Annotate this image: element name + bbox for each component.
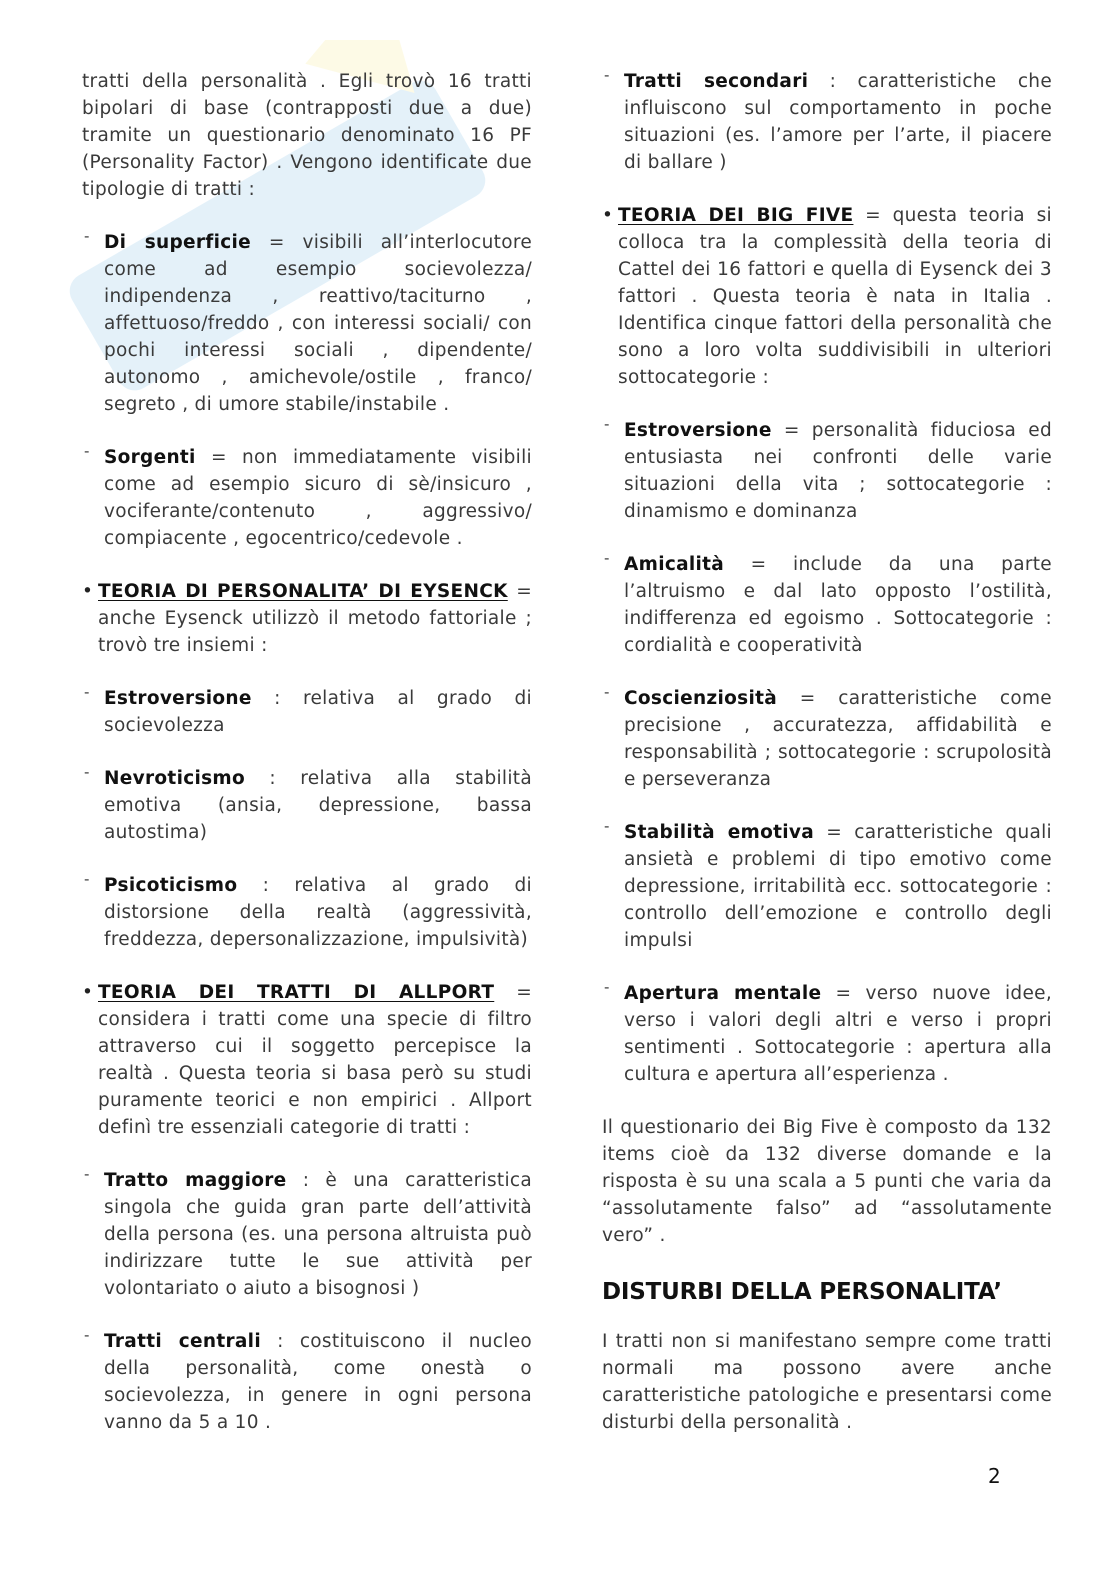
factor-conscientiousness: - Coscienziosità = caratteristiche come precisione , accuratezza, affidabilità e responsabilità ; sottocategorie : scrupolosità e perseveranza [602,685,1052,793]
section-eysenck: • TEORIA DI PERSONALITA’ DI EYSENCK = anche Eysenck utilizzò il metodo fattoriale ; trovò tre insiemi : [82,578,532,659]
trait-surface: - Di superficie = visibili all’interlocutore come ad esempio socievolezza/ indipendenza , reattivo/taciturno , affettuoso/freddo , con interessi sociali/ con pochi interessi sociali , dipendente/ autonomo , amichevole/ostile , franco/ segreto , di umore stabile/instabile . [82,229,532,418]
trait-major: - Tratto maggiore : è una caratteristica singola che guida gran parte dell’attività della persona (es. una persona altruista può indirizzare tutte le sue attività per volontariato o aiuto a bisognosi ) [82,1167,532,1302]
factor-agreeableness: - Amicalità = include da una parte l’altruismo e dal lato opposto l’ostilità, indifferenza ed egoismo . Sottocategorie : cordialità e cooperatività [602,551,1052,659]
trait-psychoticism: - Psicoticismo : relativa al grado di distorsione della realtà (aggressività, freddezza, depersonalizzazione, impulsività) [82,872,532,953]
left-column [82,68,532,1436]
trait-sources: - Sorgenti = non immediatamente visibili come ad esempio sicuro di sè/insicuro , vociferante/contenuto , aggressivo/ compiacente , egocentrico/cedevole . [82,444,532,552]
section-big-five: • TEORIA DEI BIG FIVE = questa teoria si colloca tra la complessità della teoria di Cattel dei 16 fattori e quella di Eysenck dei 3 fattori . Questa teoria è nata in Italia . Identifica cinque fattori della personalità che sono a loro volta suddivisibili in ulteriori sottocategorie : [602,202,1052,391]
term-secondary: Tratti secondari [624,71,809,92]
term-neuroticism: Nevroticismo [104,768,246,789]
right-column [602,68,1052,1436]
section-allport: • TEORIA DEI TRATTI DI ALLPORT = considera i tratti come una specie di filtro attraverso cui il soggetto percepisce la realtà . Questa teoria si basa però su studi puramente teorici e non empirici . Allport definì tre essenziali categorie di tratti : [82,979,532,1141]
trait-extraversion: - Estroversione : relativa al grado di socievolezza [82,685,532,739]
questionnaire-paragraph: Il questionario dei Big Five è composto da 132 items cioè da 132 diverse domande e la risposta è su una scala a 5 punti che varia da “assolutamente falso” ad “assolutamente vero” . [602,1117,1052,1246]
page-number: 2 [988,1464,1001,1488]
intro-paragraph: tratti della personalità . Egli trovò 16 tratti bipolari di base (contrapposti due a due) tramite un questionario denominato 16 PF (Personality Factor) . Vengono identificate due tipologie di tratti : [82,71,532,200]
term-major: Tratto maggiore [104,1170,287,1191]
factor-emotional-stability: - Stabilità emotiva = caratteristiche quali ansietà e problemi di tipo emotivo come depressione, irritabilità ecc. sottocategorie : controllo dell’emozione e controllo degli impulsi [602,819,1052,954]
term-factor-extraversion: Estroversione [624,420,772,441]
term-emotional-stability: Stabilità emotiva [624,822,815,843]
factor-openness: - Apertura mentale = verso nuove idee, verso i valori degli altri e verso i propri sentimenti . Sottocategorie : apertura alla cultura e apertura all’esperienza . [602,980,1052,1088]
title-eysenck: TEORIA DI PERSONALITA’ DI EYSENCK [98,581,508,602]
term-psychoticism: Psicoticismo [104,875,238,896]
disorders-paragraph: I tratti non si manifestano sempre come tratti normali ma possono avere anche caratteristiche patologiche e presentarsi come disturbi della personalità . [602,1331,1052,1433]
term-openness: Apertura mentale [624,983,822,1004]
title-big-five: TEORIA DEI BIG FIVE [618,205,854,226]
term-conscientiousness: Coscienziosità [624,688,778,709]
term-sources: Sorgenti [104,447,196,468]
title-allport: TEORIA DEI TRATTI DI ALLPORT [98,982,495,1003]
trait-neuroticism: - Nevroticismo : relativa alla stabilità emotiva (ansia, depressione, bassa autostima) [82,765,532,846]
trait-central: - Tratti centrali : costituiscono il nucleo della personalità, come onestà o socievolezza, in genere in ogni persona vanno da 5 a 10 . [82,1328,532,1436]
trait-secondary: - Tratti secondari : caratteristiche che influiscono sul comportamento in poche situazioni (es. l’amore per l’arte, il piacere di ballare ) [602,68,1052,176]
section-heading-disorders: DISTURBI DELLA PERSONALITA’ [602,1279,1002,1305]
term-surface: Di superficie [104,232,252,253]
factor-extraversion: - Estroversione = personalità fiduciosa ed entusiasta nei confronti delle varie situazioni della vita ; sottocategorie : dinamismo e dominanza [602,417,1052,525]
term-extraversion: Estroversione [104,688,252,709]
term-agreeableness: Amicalità [624,554,725,575]
term-central: Tratti centrali [104,1331,261,1352]
